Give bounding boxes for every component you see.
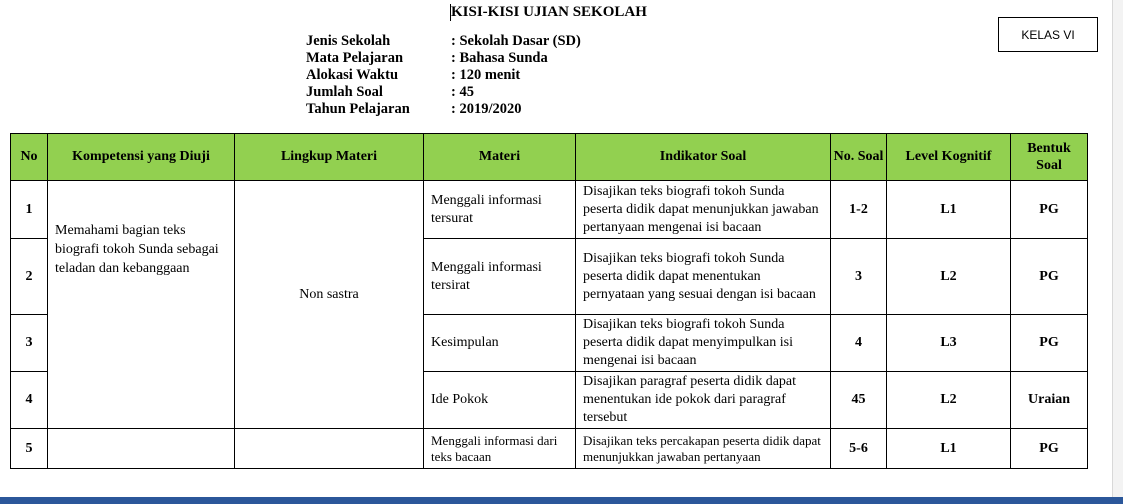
vertical-scrollbar[interactable] (1112, 0, 1123, 504)
kisi-kisi-table (10, 133, 1088, 469)
meta-row (306, 101, 581, 118)
cell-bentuk: PG (1011, 181, 1088, 239)
cell-level: L3 (887, 315, 1011, 372)
cell-materi: Menggali informasi tersirat (424, 239, 576, 315)
table-header-row (11, 134, 1088, 181)
cell-indikator: Disajikan teks biografi tokoh Sunda peserta didik dapat menentukan pernyataan yang sesuai dengan isi bacaan (576, 239, 831, 315)
cell-no: 1 (11, 181, 48, 239)
meta-row (306, 33, 581, 50)
meta-label: Tahun Pelajaran (306, 101, 410, 117)
cell-lingkup: Non sastra (235, 181, 424, 429)
header-bentuk: Bentuk Soal (1011, 134, 1088, 181)
header-kompetensi: Kompetensi yang Diuji (48, 134, 235, 181)
cell-bentuk: PG (1011, 315, 1088, 372)
cell-no: 2 (11, 239, 48, 315)
cell-no-soal: 45 (831, 372, 887, 429)
cell-no: 4 (11, 372, 48, 429)
cell-lingkup (235, 429, 424, 469)
cell-bentuk: PG (1011, 429, 1088, 469)
cell-level: L1 (887, 429, 1011, 469)
document-meta (306, 33, 581, 118)
meta-value: : Bahasa Sunda (451, 50, 548, 66)
header-level: Level Kognitif (887, 134, 1011, 181)
header-lingkup: Lingkup Materi (235, 134, 424, 181)
cell-no-soal: 4 (831, 315, 887, 372)
header-no-soal: No. Soal (831, 134, 887, 181)
header-indikator: Indikator Soal (576, 134, 831, 181)
meta-label: Mata Pelajaran (306, 50, 404, 66)
meta-row (306, 84, 581, 101)
cell-no: 5 (11, 429, 48, 469)
cell-materi: Menggali informasi dari teks bacaan (424, 429, 576, 469)
cell-level: L2 (887, 372, 1011, 429)
meta-value: : Sekolah Dasar (SD) (451, 33, 581, 49)
meta-value: : 2019/2020 (451, 101, 522, 117)
meta-value: : 45 (451, 84, 474, 100)
meta-row (306, 50, 581, 67)
header-materi: Materi (424, 134, 576, 181)
cell-materi: Ide Pokok (424, 372, 576, 429)
cell-indikator: Disajikan paragraf peserta didik dapat menentukan ide pokok dari paragraf tersebut (576, 372, 831, 429)
document-title: KISI-KISI UJIAN SEKOLAH (451, 4, 647, 20)
cell-bentuk: PG (1011, 239, 1088, 315)
cell-kompetensi (48, 429, 235, 469)
table-row (11, 181, 1088, 239)
cell-materi: Kesimpulan (424, 315, 576, 372)
cell-no-soal: 1-2 (831, 181, 887, 239)
meta-value: : 120 menit (451, 67, 521, 83)
cell-indikator: Disajikan teks percakapan peserta didik dapat menunjukkan jawaban pertanyaan (576, 429, 831, 469)
table-row (11, 429, 1088, 469)
cell-kompetensi: Memahami bagian teks biografi tokoh Sunda sebagai teladan dan kebanggaan (48, 181, 235, 429)
header-no: No (11, 134, 48, 181)
cell-level: L1 (887, 181, 1011, 239)
cell-materi: Menggali informasi tersurat (424, 181, 576, 239)
cell-indikator: Disajikan teks biografi tokoh Sunda peserta didik dapat menunjukkan jawaban pertanyaan mengenai isi bacaan (576, 181, 831, 239)
meta-label: Alokasi Waktu (306, 67, 399, 83)
kelas-box: KELAS VI (998, 17, 1098, 52)
cell-indikator: Disajikan teks biografi tokoh Sunda peserta didik dapat menyimpulkan isi mengenai isi bacaan (576, 315, 831, 372)
cell-no: 3 (11, 315, 48, 372)
cell-no-soal: 3 (831, 239, 887, 315)
cell-level: L2 (887, 239, 1011, 315)
meta-label: Jumlah Soal (306, 84, 383, 100)
meta-row (306, 67, 581, 84)
cell-no-soal: 5-6 (831, 429, 887, 469)
status-bar (0, 497, 1123, 504)
cell-bentuk: Uraian (1011, 372, 1088, 429)
meta-label: Jenis Sekolah (306, 33, 391, 49)
